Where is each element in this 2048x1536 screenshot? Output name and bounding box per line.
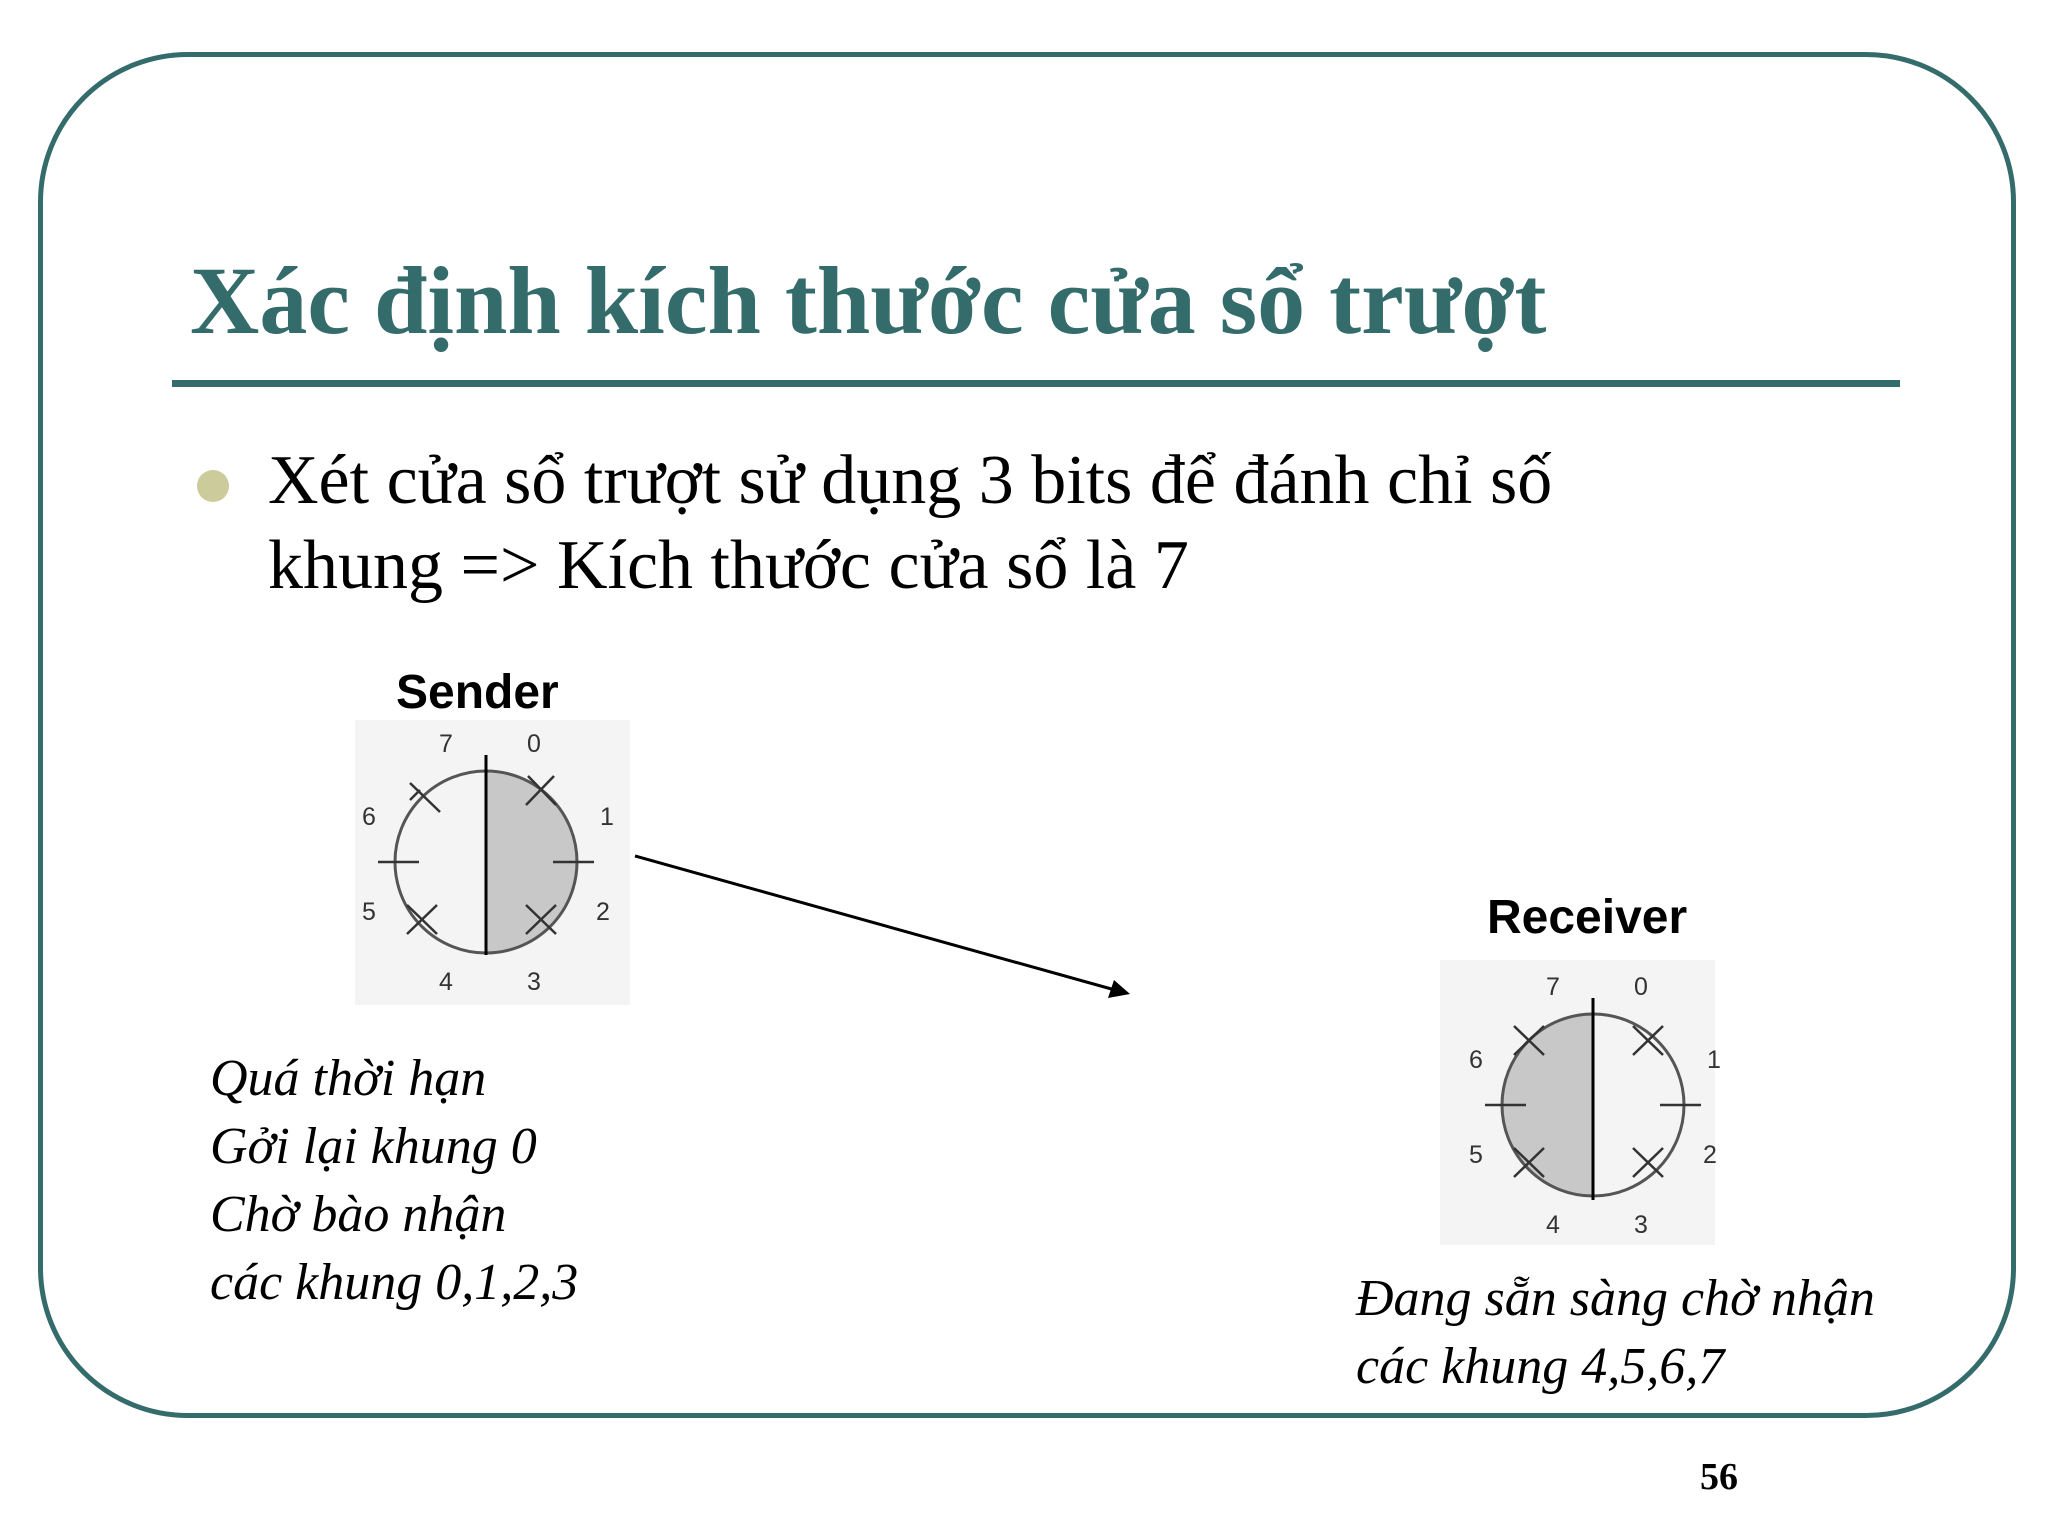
receiver-num-7: 7 (1546, 973, 1560, 1001)
bullet-line-2: khung => Kích thước cửa sổ là 7 (268, 527, 1189, 604)
sender-num-4: 4 (439, 968, 453, 996)
receiver-num-1: 1 (1707, 1046, 1721, 1074)
receiver-note-line-2: các khung 4,5,6,7 (1356, 1338, 1725, 1395)
receiver-num-5: 5 (1469, 1141, 1483, 1169)
sender-note (210, 1045, 578, 1317)
sender-note-line-3: Chờ bào nhận (210, 1186, 507, 1243)
arrow-head (1108, 980, 1130, 998)
receiver-num-0: 0 (1634, 973, 1648, 1001)
sender-num-5: 5 (362, 898, 376, 926)
sender-note-line-2: Gởi lại khung 0 (210, 1118, 537, 1175)
receiver-num-4: 4 (1546, 1211, 1560, 1239)
sender-num-1: 1 (600, 803, 614, 831)
sender-num-0: 0 (527, 730, 541, 758)
sender-num-3: 3 (527, 968, 541, 996)
receiver-num-6: 6 (1469, 1046, 1483, 1074)
transmission-arrow (635, 856, 1130, 998)
sender-note-line-1: Quá thời hạn (210, 1050, 487, 1107)
receiver-num-2: 2 (1703, 1141, 1717, 1169)
receiver-note-line-1: Đang sẵn sàng chờ nhận (1356, 1270, 1875, 1327)
receiver-num-3: 3 (1634, 1211, 1648, 1239)
sender-num-7: 7 (439, 730, 453, 758)
sender-num-2: 2 (596, 898, 610, 926)
page-number: 56 (1700, 1456, 1738, 1498)
sender-note-line-4: các khung 0,1,2,3 (210, 1254, 579, 1311)
bullet-line-1: Xét cửa sổ trượt sử dụng 3 bits để đánh chỉ số (268, 442, 1553, 519)
receiver-note (1356, 1265, 1875, 1401)
sender-label: Sender (396, 666, 559, 719)
sender-num-6: 6 (362, 803, 376, 831)
receiver-label: Receiver (1487, 891, 1688, 944)
slide-title: Xác định kích thước cửa sổ trượt (190, 247, 1547, 354)
arrow-line (635, 856, 1115, 990)
